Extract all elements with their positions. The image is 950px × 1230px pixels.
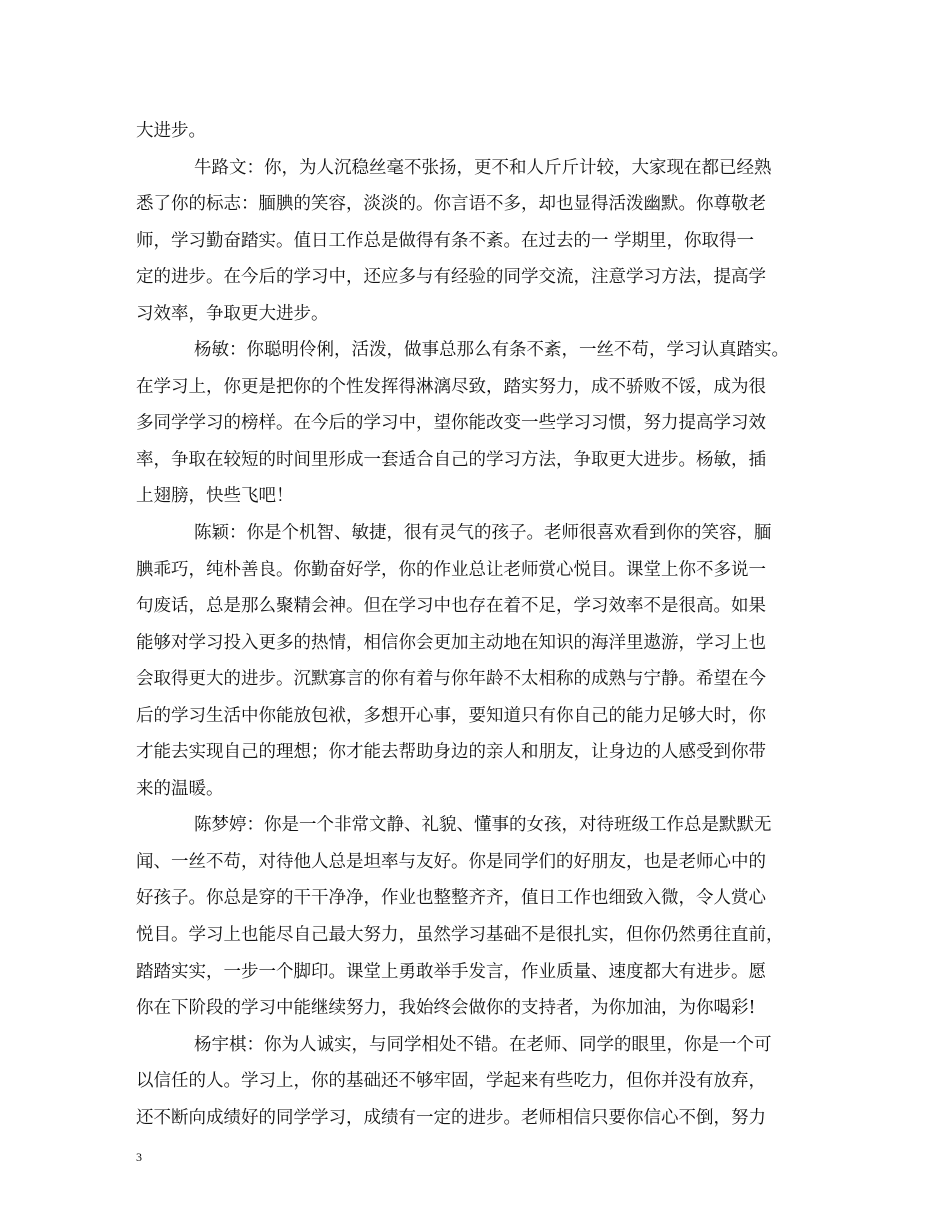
- text-line: 大进步。: [136, 121, 206, 141]
- page-number: 3: [136, 1150, 142, 1164]
- text-line: 闻、一丝不苟，对待他人总是坦率与友好。你是同学们的好朋友，也是老师心中的: [136, 851, 766, 872]
- text-line: 还不断向成绩好的同学学习，成绩有一定的进步。老师相信只要你信心不倒，努力: [136, 1107, 766, 1128]
- text-line: 踏踏实实，一步一个脚印。课堂上勇敢举手发言，作业质量、速度都大有进步。愿: [136, 961, 766, 982]
- paragraph-first-line: 杨敏：你聪明伶俐，活泼，做事总那么有条不紊，一丝不苟，学习认真踏实。: [194, 340, 789, 361]
- text-line: 才能去实现自己的理想；你才能去帮助身边的亲人和朋友，让身边的人感受到你带: [136, 742, 766, 763]
- text-line: 以信任的人。学习上，你的基础还不够牢固，学起来有些吃力，但你并没有放弃，: [136, 1071, 766, 1092]
- text-line: 来的温暖。: [136, 778, 224, 799]
- text-line: 率，争取在较短的时间里形成一套适合自己的学习方法，争取更大进步。杨敏，插: [136, 449, 766, 470]
- text-line: 好孩子。你总是穿的干干净净，作业也整整齐齐，值日工作也细致入微，令人赏心: [136, 888, 766, 909]
- text-line: 腆乖巧，纯朴善良。你勤奋好学，你的作业总让老师赏心悦目。课堂上你不多说一: [136, 559, 766, 580]
- text-line: 多同学学习的榜样。在今后的学习中，望你能改变一些学习习惯，努力提高学习效: [136, 413, 766, 434]
- text-line: 师，学习勤奋踏实。值日工作总是做得有条不紊。在过去的一 学期里，你取得一: [136, 230, 755, 251]
- text-line: 定的进步。在今后的学习中，还应多与有经验的同学交流，注意学习方法，提高学: [136, 267, 766, 288]
- paragraph-first-line: 杨宇棋：你为人诚实，与同学相处不错。在老师、同学的眼里，你是一个可: [194, 1034, 772, 1055]
- text-line: 后的学习生活中你能放包袱，多想开心事，要知道只有你自己的能力足够大时，你: [136, 705, 766, 726]
- text-line: 会取得更大的进步。沉默寡言的你有着与你年龄不太相称的成熟与宁静。希望在今: [136, 669, 766, 690]
- document-body: [136, 113, 826, 1136]
- text-line: 句废话，总是那么聚精会神。但在学习中也存在着不足，学习效率不是很高。如果: [136, 596, 766, 617]
- text-line: 悦目。学习上也能尽自己最大努力，虽然学习基础不是很扎实，但你仍然勇往直前，: [136, 925, 784, 946]
- paragraph-first-line: 陈颖：你是个机智、敏捷，很有灵气的孩子。老师很喜欢看到你的笑容，腼: [194, 523, 772, 544]
- text-line: 你在下阶段的学习中能继续努力，我始终会做你的支持者，为你加油，为你喝彩!: [136, 998, 756, 1019]
- text-line: 上翅膀，快些飞吧！: [136, 486, 294, 507]
- text-line: 在学习上，你更是把你的个性发挥得淋漓尽致，踏实努力，成不骄败不馁，成为很: [136, 376, 766, 397]
- text-line: 悉了你的标志：腼腆的笑容，淡淡的。你言语不多，却也显得活泼幽默。你尊敬老: [136, 194, 766, 215]
- paragraph-first-line: 陈梦婷：你是一个非常文静、礼貌、懂事的女孩，对待班级工作总是默默无: [194, 815, 772, 836]
- text-line: 习效率，争取更大进步。: [136, 303, 329, 324]
- text-line: 能够对学习投入更多的热情，相信你会更加主动地在知识的海洋里遨游，学习上也: [136, 632, 766, 653]
- paragraph-first-line: 牛路文：你，为人沉稳丝毫不张扬，更不和人斤斤计较，大家现在都已经熟: [194, 157, 772, 178]
